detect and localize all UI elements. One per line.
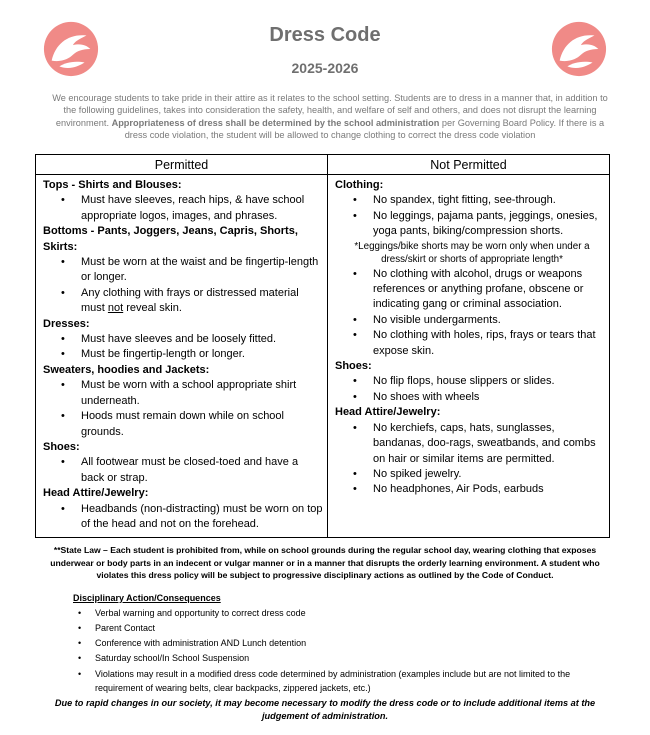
intro-text-1: We encourage students to take pride in their attire as it relates to the school setting. Students are to dress in a manner that, in addition to the following guidelines, takes into consideration the safety, health, and welfare of self and others, and does not disrupt the learning environment. [52, 93, 608, 128]
intro-text-bold: Appropriateness of dress shall be determined by the school administration [111, 117, 440, 128]
list-item: • No spandex, tight fitting, see-through. [335, 193, 609, 208]
list-item: • Saturday school/In School Suspension [73, 651, 613, 666]
not-permitted-header: Not Permitted [328, 155, 610, 175]
list-item: • Hoods must remain down while on school grounds. [43, 409, 327, 440]
sweaters-heading: Sweaters, hoodies and Jackets: [43, 363, 210, 376]
not-permitted-column [328, 175, 610, 538]
text-fragment: reveal skin. [123, 302, 182, 315]
disciplinary-heading: Disciplinary Action/Consequences [73, 593, 221, 603]
leggings-note: *Leggings/bike shorts may be worn only when under a dress/skirt or shorts of appropriate length* [354, 240, 590, 265]
list-item: • Headbands (non-distracting) must be worn on top of the head and not on the forehead. [43, 502, 327, 533]
text-fragment: Any clothing with frays or distressed material must [81, 286, 299, 315]
list-item: • No leggings, pajama pants, jeggings, onesies, yoga pants, biking/compression shorts. [335, 209, 609, 240]
permitted-column [36, 175, 328, 538]
shoes-heading: Shoes: [335, 360, 372, 373]
underlined-not: not [107, 302, 124, 315]
list-item: • Must have sleeves and be loosely fitted. [43, 332, 327, 347]
list-item: • Must be worn at the waist and be fingertip-length or longer. [43, 255, 327, 286]
tops-heading: Tops - Shirts and Blouses: [43, 179, 182, 191]
list-item: • No visible undergarments. [335, 313, 609, 328]
list-item [43, 286, 327, 317]
state-law-notice: **State Law – Each student is prohibited from, while on school grounds during the regular school day, wearing clothing that exposes underwear or body parts in an indecent or vulgar manner or in a manner that disrupts the orderly learning environment. A student who violates this dress policy will be subject to progressive disciplinary actions as outlined by the Code of Conduct. [50, 545, 600, 580]
list-item: • No clothing with holes, rips, frays or tears that expose skin. [335, 328, 609, 359]
list-item: • Violations may result in a modified dress code determined by administration (examples include but are not limited to the requirement of wearing belts, clear backpacks, zippered jackets, etc.) [73, 667, 613, 695]
footer-note: Due to rapid changes in our society, it may become necessary to modify the dress code or to include additional items at the judgement of administration. [54, 698, 596, 721]
list-item: • All footwear must be closed-toed and have a back or strap. [43, 455, 327, 486]
list-item: • No spiked jewelry. [335, 467, 609, 482]
clothing-heading: Clothing: [335, 179, 384, 191]
page-title: Dress Code [269, 24, 381, 46]
shoes-heading: Shoes: [43, 440, 80, 453]
list-item: • Must be fingertip-length or longer. [43, 347, 327, 362]
list-item: • No flip flops, house slippers or slides. [335, 374, 609, 389]
list-item: • No clothing with alcohol, drugs or weapons references or anything profane, obscene or indicating gang or criminal association. [335, 267, 609, 313]
intro-paragraph [50, 92, 610, 141]
head-attire-heading: Head Attire/Jewelry: [335, 406, 441, 419]
school-year: 2025-2026 [291, 60, 359, 76]
head-attire-heading: Head Attire/Jewelry: [43, 487, 149, 500]
list-item: • No headphones, Air Pods, earbuds [335, 482, 609, 497]
list-item: • No shoes with wheels [335, 390, 609, 405]
list-item: • Verbal warning and opportunity to correct dress code [73, 606, 613, 621]
dresses-heading: Dresses: [43, 317, 90, 330]
disciplinary-section [73, 591, 613, 695]
list-item: • No kerchiefs, caps, hats, sunglasses, bandanas, doo-rags, sweatbands, and combs on hair or similar items are permitted. [335, 421, 609, 467]
permitted-header: Permitted [36, 155, 328, 175]
list-item: • Must have sleeves, reach hips, & have school appropriate logos, images, and phrases. [43, 193, 327, 224]
list-item: • Parent Contact [73, 621, 613, 636]
list-item: • Conference with administration AND Lunch detention [73, 636, 613, 651]
list-item: • Must be worn with a school appropriate shirt underneath. [43, 378, 327, 409]
dress-code-table [35, 154, 610, 538]
bottoms-heading: Bottoms - Pants, Joggers, Jeans, Capris, Shorts, Skirts: [43, 225, 298, 253]
intro-text-2: per Governing Board Policy. If there is a dress code violation, the student will be allowed to change clothing to correct the dress code violation [124, 117, 605, 140]
